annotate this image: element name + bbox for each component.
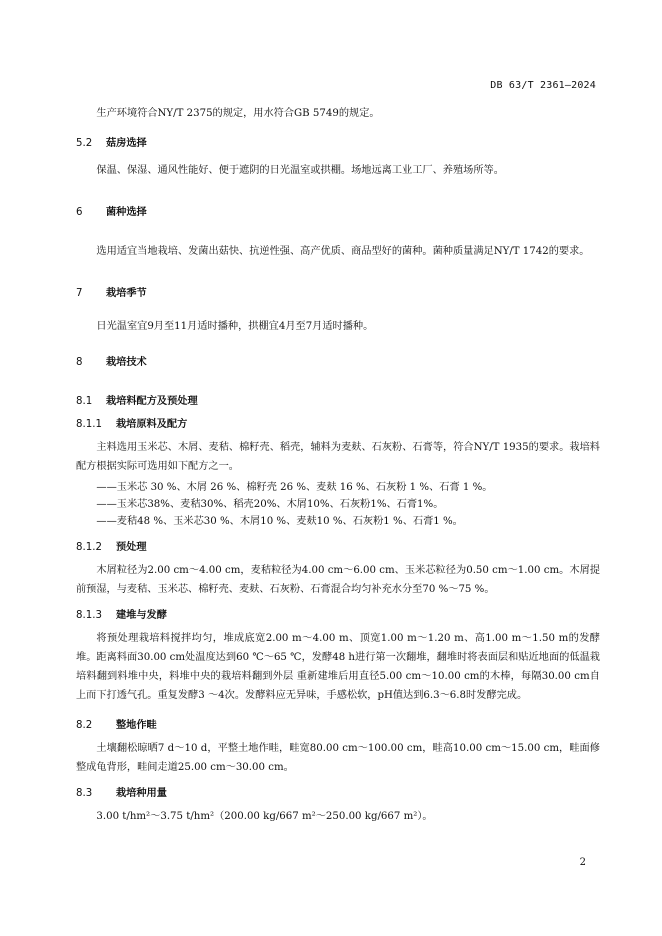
formula-item: ——玉米芯38%、麦秸30%、稻壳20%、木屑10%、石灰粉1%、石膏1%。 — [96, 499, 444, 510]
heading-number: 7 — [76, 288, 83, 299]
heading-8-1-1 — [76, 415, 600, 434]
heading-8 — [76, 353, 600, 372]
paragraph-spawn-amount: 3.00 t/hm²～3.75 t/hm²（200.00 kg/667 m²～250.00 kg/667 m²）。 — [96, 811, 433, 822]
formula-item: ——玉米芯 30 %、木屑 26 %、棉籽壳 26 %、麦麸 16 %、石灰粉 1 %、石膏 1 %。 — [96, 482, 493, 493]
standard-code: DB 63/T 2361—2024 — [490, 80, 596, 91]
heading-title: 栽培种用量 — [116, 788, 167, 799]
heading-number: 8.1.2 — [76, 542, 102, 553]
paragraph-raw-materials: 主料选用玉米芯、木屑、麦秸、棉籽壳、稻壳，辅料为麦麸、石灰粉、石膏等，符合NY/T 1935的要求。栽培料配方根据实际可选用如下配方之一。 — [76, 442, 600, 472]
heading-title: 栽培原料及配方 — [116, 419, 188, 430]
paragraph-strain-selection: 选用适宜当地栽培、发菌出菇快、抗逆性强、高产优质、商品型好的菌种。菌种质量满足NY/T 1742的要求。 — [96, 246, 590, 257]
heading-title: 栽培技术 — [106, 357, 147, 368]
heading-number: 8.2 — [76, 720, 93, 731]
paragraph-pretreatment: 木屑粒径为2.00 cm～4.00 cm，麦秸粒径为4.00 cm～6.00 cm、玉米芯粒径为0.50 cm～1.00 cm。木屑提前预湿，与麦秸、玉米芯、棉籽壳、麦麸、石灰粉、石膏混合均匀补充水分至70 %～75 %。 — [76, 565, 600, 595]
heading-number: 8.1.1 — [76, 419, 102, 430]
paragraph-season: 日光温室宜9月至11月适时播种，拱棚宜4月至7月适时播种。 — [96, 321, 374, 332]
heading-number: 8 — [76, 357, 83, 368]
heading-number: 8.1.3 — [76, 610, 102, 621]
paragraph-mushroom-house: 保温、保湿、通风性能好、便于遮阴的日光温室或拱棚。场地远离工业工厂、养殖场所等。 — [96, 165, 504, 176]
heading-7 — [76, 284, 600, 303]
heading-number: 8.3 — [76, 788, 93, 799]
heading-number: 5.2 — [76, 138, 93, 149]
heading-title: 栽培料配方及预处理 — [106, 396, 198, 407]
paragraph-bed-preparation: 土壤翻松晾晒7 d～10 d，平整土地作畦，畦宽80.00 cm～100.00 cm，畦高10.00 cm～15.00 cm，畦面修整成龟背形，畦间走道25.00 cm～30.00 cm。 — [76, 743, 600, 773]
heading-8-1-2 — [76, 538, 600, 557]
heading-8-2 — [76, 716, 600, 735]
paragraph-environment: 生产环境符合NY/T 2375的规定，用水符合GB 5749的规定。 — [96, 108, 380, 119]
heading-number: 6 — [76, 207, 83, 218]
heading-title: 菌种选择 — [106, 207, 147, 218]
heading-5-2 — [76, 134, 600, 153]
heading-8-1 — [76, 392, 600, 411]
heading-6 — [76, 203, 600, 222]
paragraph-fermentation: 将预处理栽培料搅拌均匀，堆成底宽2.00 m～4.00 m、顶宽1.00 m～1.20 m、高1.00 m～1.50 m的发酵堆。距离料面30.00 cm处温度达到60 ℃～65 ℃，发酵48 h进行第一次翻堆，翻堆时将表面层和贴近地面的低温栽培料翻到料堆中央，料堆中央的栽培料翻到外层 重新建堆后用直径5.00 cm～10.00 cm的木棒，每隔30.00 cm自上而下打透气孔。重复发酵3 ～4次。发酵料应无异味，手感松软，pH值达到6.3～6.8时发酵完成。 — [76, 633, 600, 701]
heading-title: 整地作畦 — [116, 720, 157, 731]
heading-title: 预处理 — [116, 542, 147, 553]
document-body — [76, 104, 600, 829]
page-number: 2 — [579, 857, 586, 868]
heading-number: 8.1 — [76, 396, 93, 407]
heading-title: 建堆与发酵 — [116, 610, 167, 621]
heading-8-3 — [76, 784, 600, 803]
heading-title: 菇房选择 — [106, 138, 147, 149]
formula-item: ——麦秸48 %、玉米芯30 %、木屑10 %、麦麸10 %、石灰粉1 %、石膏1 %。 — [96, 516, 463, 527]
heading-title: 栽培季节 — [106, 288, 147, 299]
heading-8-1-3 — [76, 606, 600, 625]
